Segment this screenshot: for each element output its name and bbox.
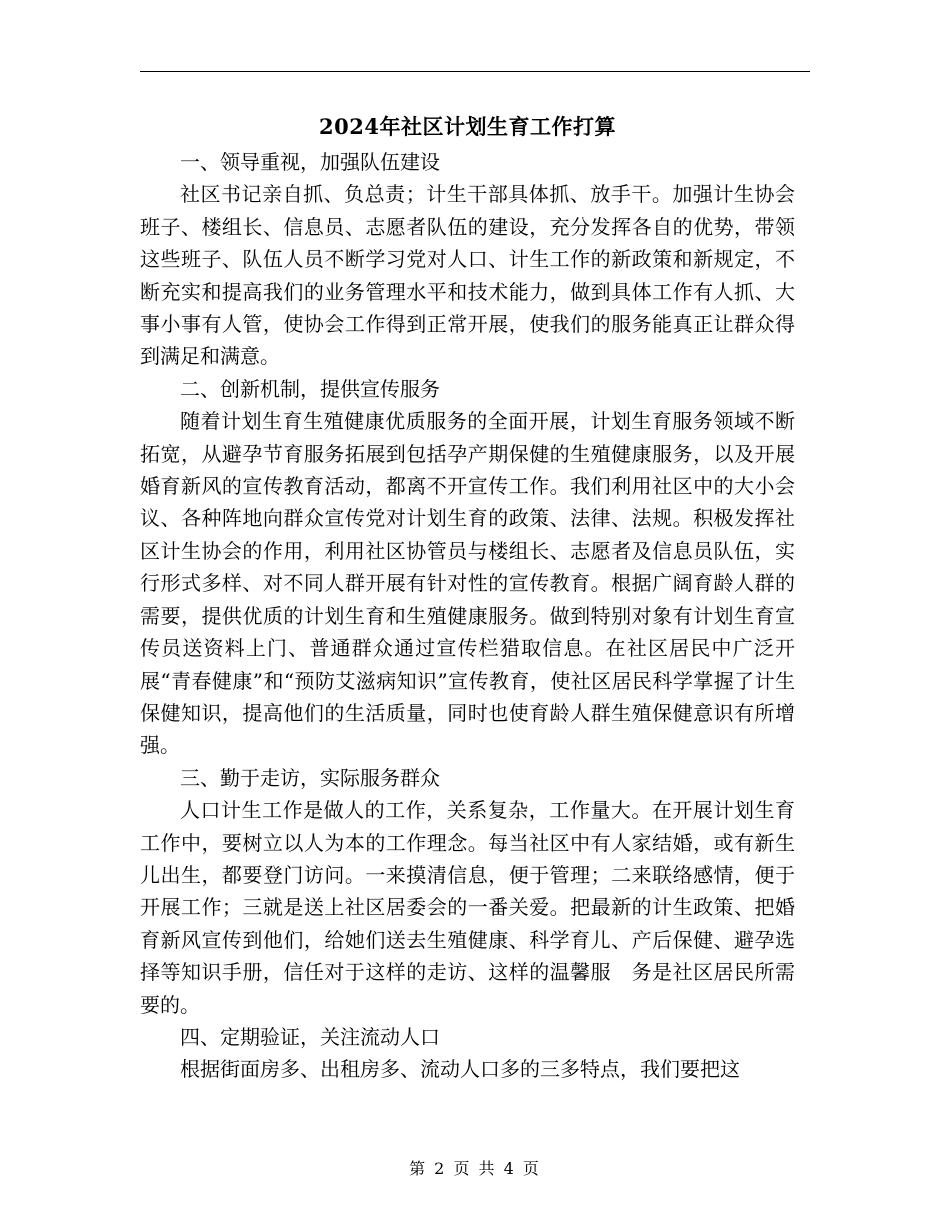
section-paragraph: 人口计生工作是做人的工作，关系复杂，工作量大。在开展计划生育工作中，要树立以人为本的工作理念。每当社区中有人家结婚，或有新生儿出生，都要登门访问。一来摸清信息，便于管理；二来联络感情，便于开展工作；三就是送上社区居委会的一番关爱。把最新的计生政策、把婚育新风宣传到他们，给她们送去生殖健康、科学育儿、产后保健、避孕选择等知识手册，信任对于这样的走访、这样的温馨服 务是社区居民所需要的。 [140,798,795,1017]
page-number-label: 第 2 页 共 4 页 [409,1159,541,1178]
section-1 [140,146,795,373]
page-footer [0,1156,950,1179]
section-heading: 四、定期验证，关注流动人口 [180,1024,440,1049]
section-2 [140,373,795,762]
section-paragraph: 社区书记亲自抓、负总责；计生干部具体抓、放手干。加强计生协会班子、楼组长、信息员、志愿者队伍的建设，充分发挥各自的优势，带领这些班子、队伍人员不断学习党对人口、计生工作的新政策和新规定，不断充实和提高我们的业务管理水平和技术能力，做到具体工作有人抓、大事小事有人管，使协会工作得到正常开展，使我们的服务能真正让群众得到满足和满意。 [140,182,795,369]
section-heading: 一、领导重视，加强队伍建设 [180,150,440,174]
document-title: 2024年社区计划生育工作打算 [319,114,616,139]
section-paragraph: 随着计划生育生殖健康优质服务的全面开展，计划生育服务领域不断拓宽，从避孕节育服务拓展到包括孕产期保健的生殖健康服务，以及开展婚育新风的宣传教育活动，都离不开宣传工作。我们利用社区中的大小会议、各种阵地向群众宣传党对计划生育的政策、法律、法规。积极发挥社区计生协会的作用，利用社区协管员与楼组长、志愿者及信息员队伍，实行形式多样、对不同人群开展有针对性的宣传教育。根据广阔育龄人群的需要，提供优质的计划生育和生殖健康服务。做到特别对象有计划生育宣传员送资料上门、普通群众通过宣传栏猎取信息。在社区居民中广泛开展“青春健康”和“预防艾滋病知识”宣传教育，使社区居民科学掌握了计生保健知识，提高他们的生活质量，同时也使育龄人群生殖保健意识有所增强。 [140,409,795,758]
section-4 [140,1021,795,1086]
document-body [140,108,795,1086]
section-heading: 二、创新机制，提供宣传服务 [180,376,440,401]
section-paragraph: 根据街面房多、出租房多、流动人口多的三多特点，我们要把这 [180,1057,740,1082]
section-heading: 三、勤于走访，实际服务群众 [180,765,440,790]
header-rule [140,71,810,72]
section-3 [140,762,795,1021]
